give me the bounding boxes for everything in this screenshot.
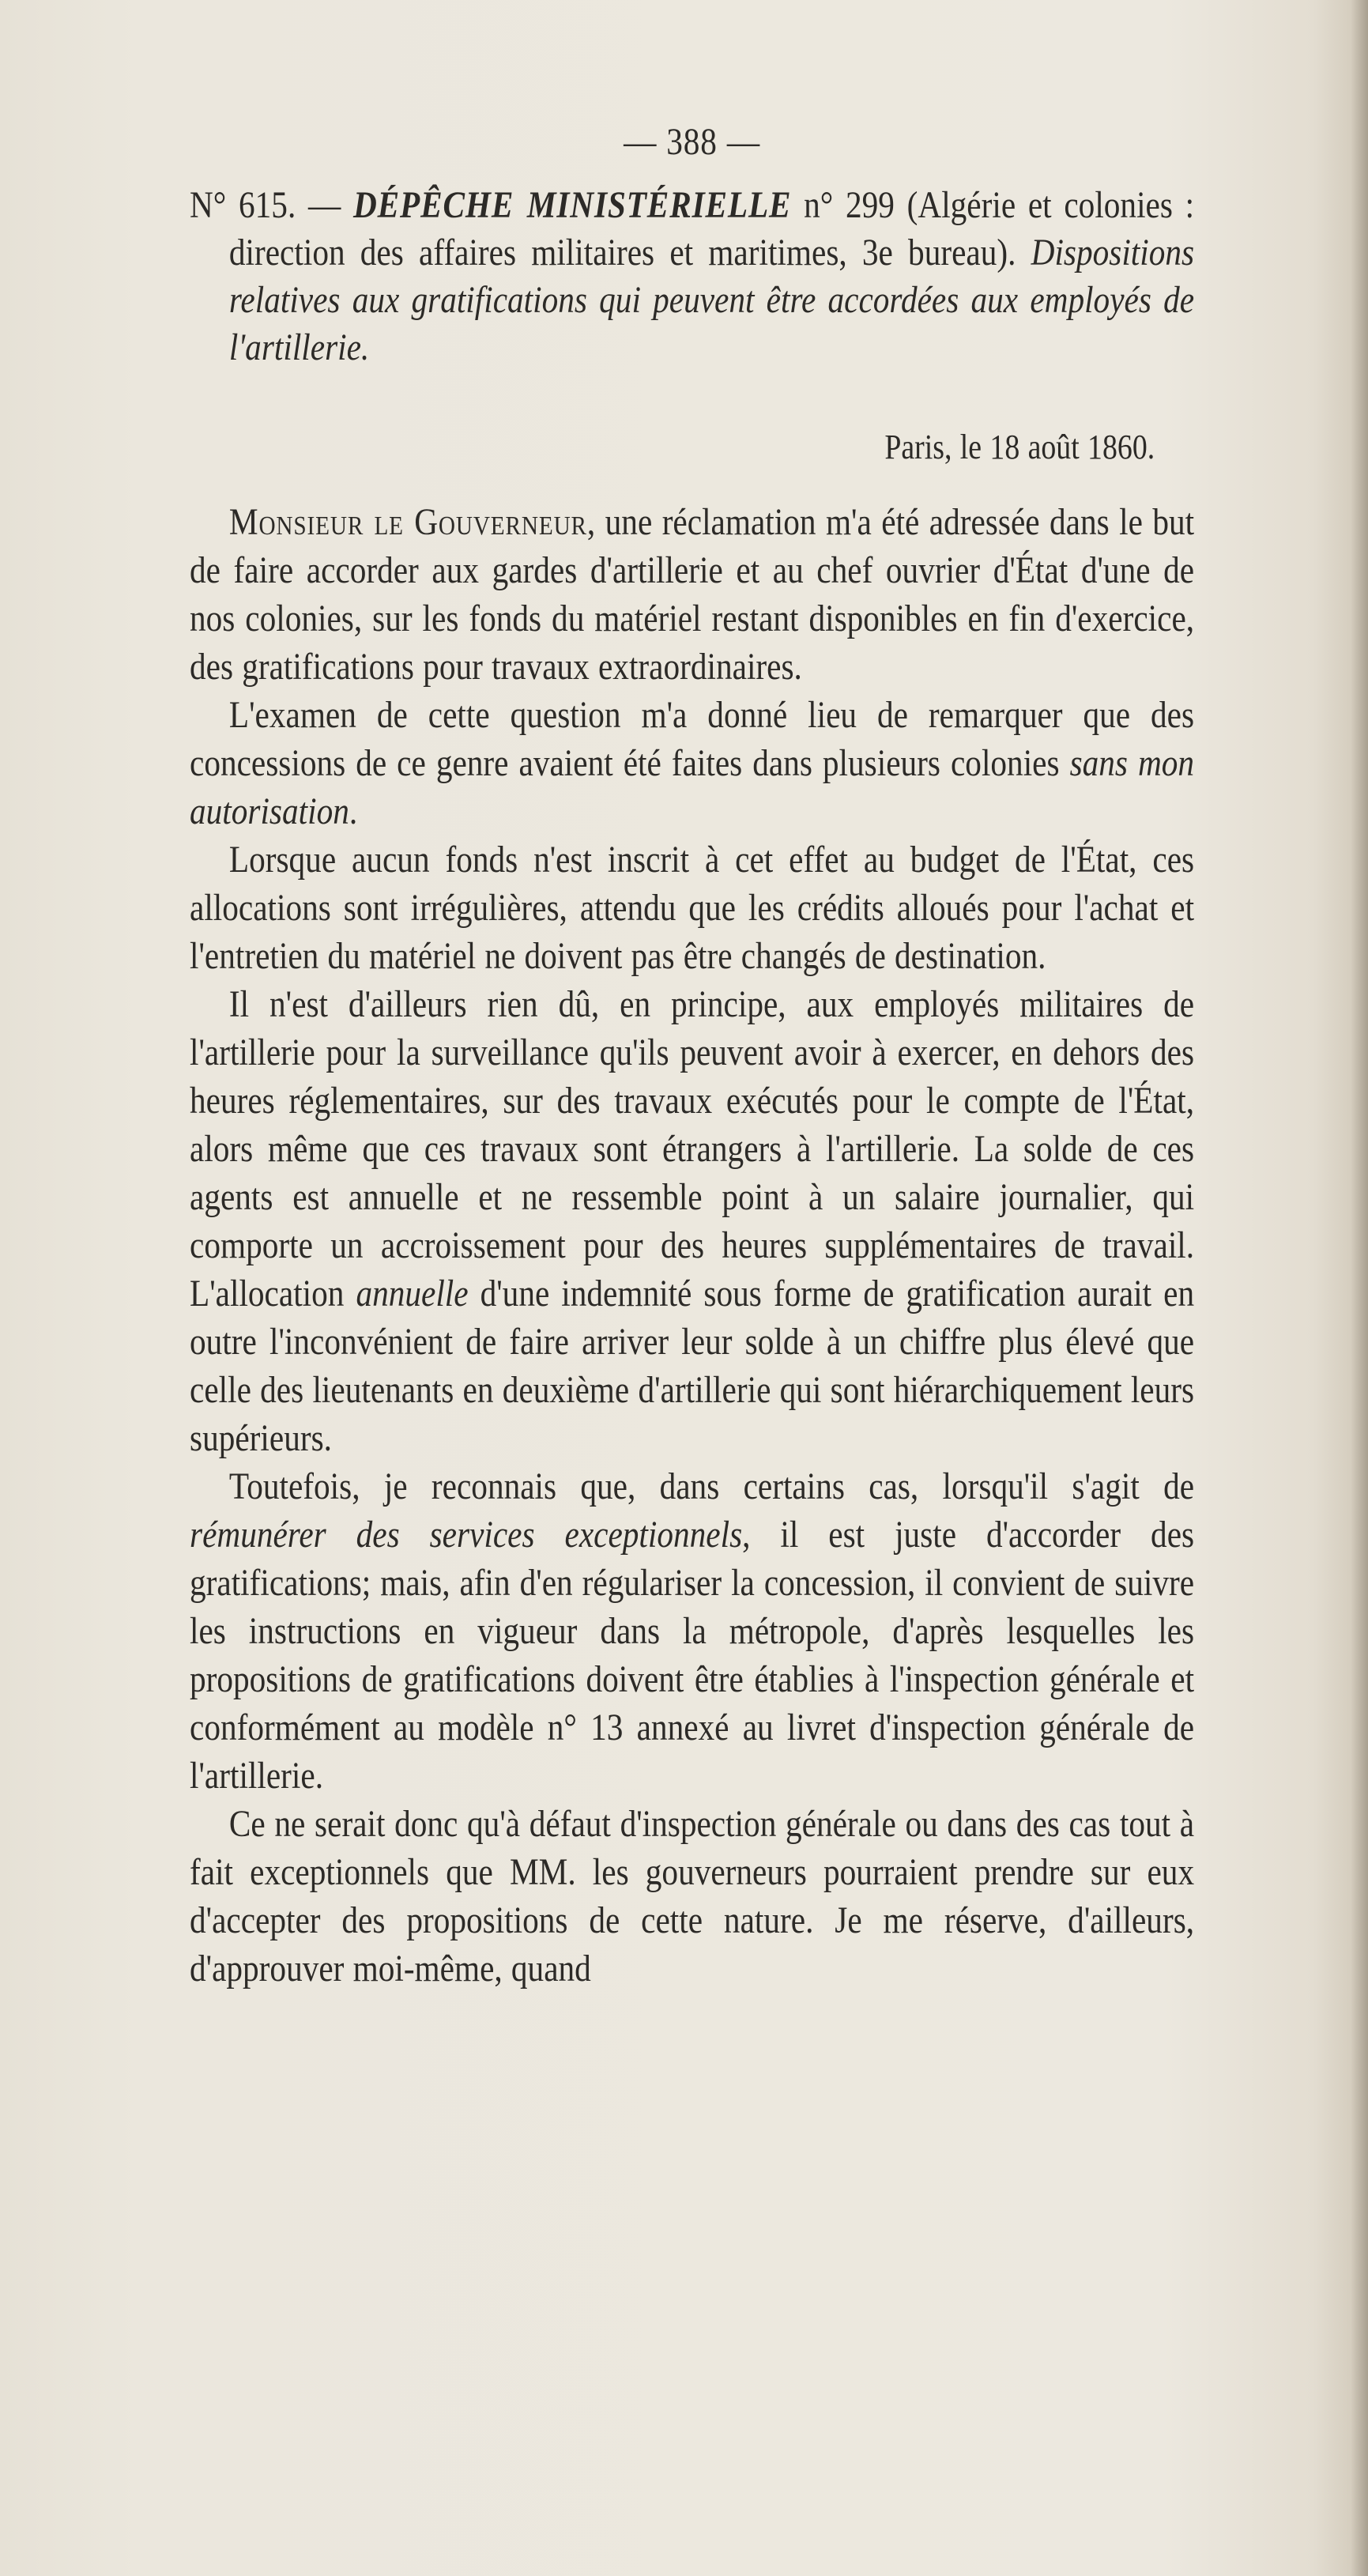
paragraph-1 — [190, 498, 1194, 691]
paragraph-3: Lorsque aucun fonds n'est inscrit à cet effet au budget de l'État, ces allocations sont irrégulières, attendu que les crédits alloués pour l'achat et l'entretien du matériel ne doivent pas être changés de destination. — [190, 839, 1195, 977]
paragraph-5 — [190, 1462, 1194, 1800]
paragraph-4-text-b: d'une indemnité sous forme de gratification aurait en outre l'inconvénient de faire arriver leur solde à un chiffre plus élevé que celle des lieutenants en deuxième d'artillerie qui sont hiérarchiquement leurs supérieurs. — [190, 1273, 1195, 1459]
page-number: — 388 — — [624, 121, 760, 163]
paragraph-4 — [190, 980, 1194, 1462]
paragraph-6: Ce ne serait donc qu'à défaut d'inspection générale ou dans des cas tout à fait exceptionnels que MM. les gouverneurs pourraient prendre sur eux d'accepter des propositions de cette nature. Je me réserve, d'ailleurs, d'approuver moi-même, quand — [190, 1803, 1195, 1990]
heading-subject: Dispositions relatives aux gratifications qui peuvent être accordées aux employés de l'artillerie. — [228, 232, 1195, 368]
paragraph-1-text: , une réclamation m'a été adressée dans le but de faire accorder aux gardes d'artillerie et au chef ouvrier d'État d'une de nos colonies, sur les fonds du matériel restant disponibles en fin d'exercice, des gratifications pour travaux extraordinaires. — [190, 501, 1195, 688]
heading-title: DÉPÊCHE MINISTÉRIELLE — [352, 184, 792, 226]
paragraph-2-emphasis: sans mon autorisation — [190, 742, 1195, 832]
salutation: Monsieur le Gouverneur — [228, 501, 587, 543]
document-heading — [190, 182, 1194, 372]
heading-number: N° 615. — — [190, 184, 353, 226]
paragraph-2 — [190, 691, 1194, 835]
page-text-block — [190, 119, 1194, 1993]
paragraph-5-text-b: , il est juste d'accorder des gratifications; mais, afin d'en régulariser la concession, il convient de suivre les instructions en vigueur dans la métropole, d'après lesquelles les propositions de gratifications doivent être établies à l'inspection générale et conformément au modèle n° 13 annexé au livret d'inspection générale de l'artillerie. — [190, 1514, 1195, 1797]
dateline: Paris, le 18 août 1860. — [884, 428, 1155, 466]
heading-reference: n° 299 (Algérie et colonies : direction des affaires militaires et maritimes, 3e bureau). — [228, 184, 1195, 273]
paragraph-4-text-a: Il n'est d'ailleurs rien dû, en principe, aux employés militaires de l'artillerie pour la surveillance qu'ils peuvent avoir à exercer, en dehors des heures réglementaires, sur des travaux exécutés pour le compte de l'État, alors même que ces travaux sont étrangers à l'artillerie. La solde de ces agents est annuelle et ne ressemble point à un salaire journalier, qui comporte un accroissement pour des heures supplémentaires de travail. L'allocation — [190, 983, 1195, 1314]
paragraph-2-text-a: L'examen de cette question m'a donné lieu de remarquer que des concessions de ce genre avaient été faites dans plusieurs colonies — [190, 694, 1195, 784]
paragraph-2-text-b: . — [349, 790, 358, 832]
paragraph-5-text-a: Toutefois, je reconnais que, dans certains cas, lorsqu'il s'agit de — [228, 1465, 1195, 1507]
paragraph-4-emphasis: annuelle — [356, 1273, 469, 1314]
paragraph-5-emphasis: rémunérer des services exceptionnels — [190, 1514, 743, 1556]
